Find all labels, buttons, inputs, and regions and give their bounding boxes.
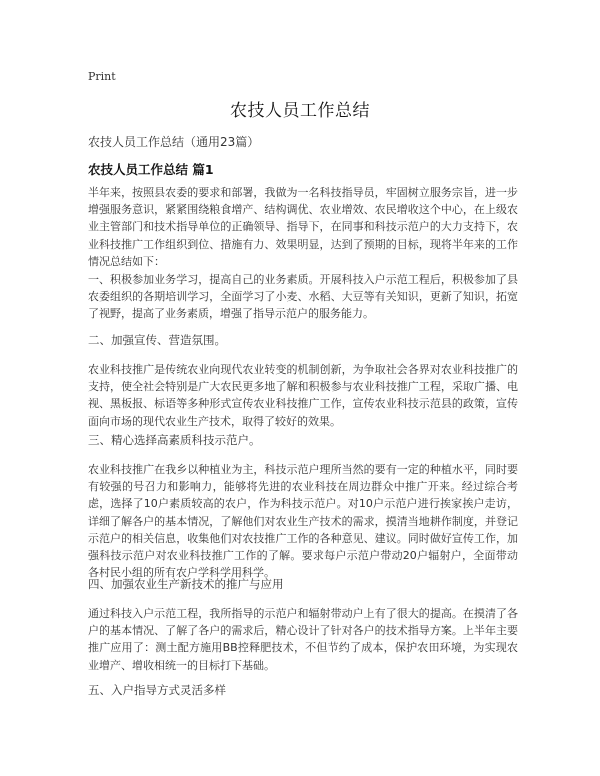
document-title: 农技人员工作总结 [230,101,370,121]
heading-point-4: 四、加强农业生产新技术的推广与应用 [88,577,284,591]
document-subtitle: 农技人员工作总结（通用23篇） [88,135,260,149]
paragraph-point-2: 农业科技推广是传统农业向现代农业转变的机制创新，为争取社会各界对农业科技推广的支持，使全社会特别是广大农民更多地了解和积极参与农业科技推广工程，采取广播、电视、黑板报、标语等多种形式宣传农业科技推广工作，宣传农业科技示范县的政策，宣传面向市场的现代农业生产技术，取得了较好的效果。 [88,363,518,428]
paragraph-point-1: 一、积极参加业务学习，提高自己的业务素质。开展科技入户示范工程后，积极参加了县农委组织的各期培训学习，全面学习了小麦、水稻、大豆等有关知识，更新了知识，拓宽了视野，提高了业务素质，增强了指导示范户的服务能力。 [88,273,518,321]
heading-point-3: 三、精心选择高素质科技示范户。 [88,433,261,447]
print-label: Print [88,70,116,83]
paragraph-intro: 半年来，按照县农委的要求和部署，我做为一名科技指导员，牢固树立服务宗旨，进一步增强服务意识，紧紧围绕粮食增产、结构调优、农业增效、农民增收这个中心，在上级农业主管部门和技术指导单位的正确领导、指导下，在同事和科技示范户的大力支持下，农业科技推广工作组织到位、措施有力、效果明显，达到了预期的目标，现将半年来的工作情况总结如下： [88,186,518,268]
heading-point-2: 二、加强宣传、营造氛围。 [88,333,226,347]
section-heading: 农技人员工作总结 篇1 [88,162,214,177]
heading-point-5: 五、入户指导方式灵活多样 [88,683,226,697]
paragraph-point-3: 农业科技推广在我乡以种植业为主，科技示范户理所当然的要有一定的种植水平，同时要有较强的号召力和影响力，能够将先进的农业科技在周边群众中推广开来。经过综合考虑，选择了10户素质较高的农户，作为科技示范户。对10户示范户进行挨家挨户走访，详细了解各户的基本情况，了解他们对农业生产技术的需求，摸清当地耕作制度，并登记示范户的相关信息，收集他们对农技推广工作的各种意见、建议。同时做好宣传工作，加强科技示范户对农业科技推广工作的了解。要求每户示范户带动20户辐射户，全面带动各村民小组的所有农户学科学用科学。 [88,463,518,580]
paragraph-point-4: 通过科技入户示范工程，我所指导的示范户和辐射带动户上有了很大的提高。在摸清了各户的基本情况、了解了各户的需求后，精心设计了针对各户的技术指导方案。上半年主要推广应用了：测土配方施用BB控释肥技术，不但节约了成本，保护农田环境，为实现农业增产、增收相统一的目标打下基础。 [88,607,518,672]
